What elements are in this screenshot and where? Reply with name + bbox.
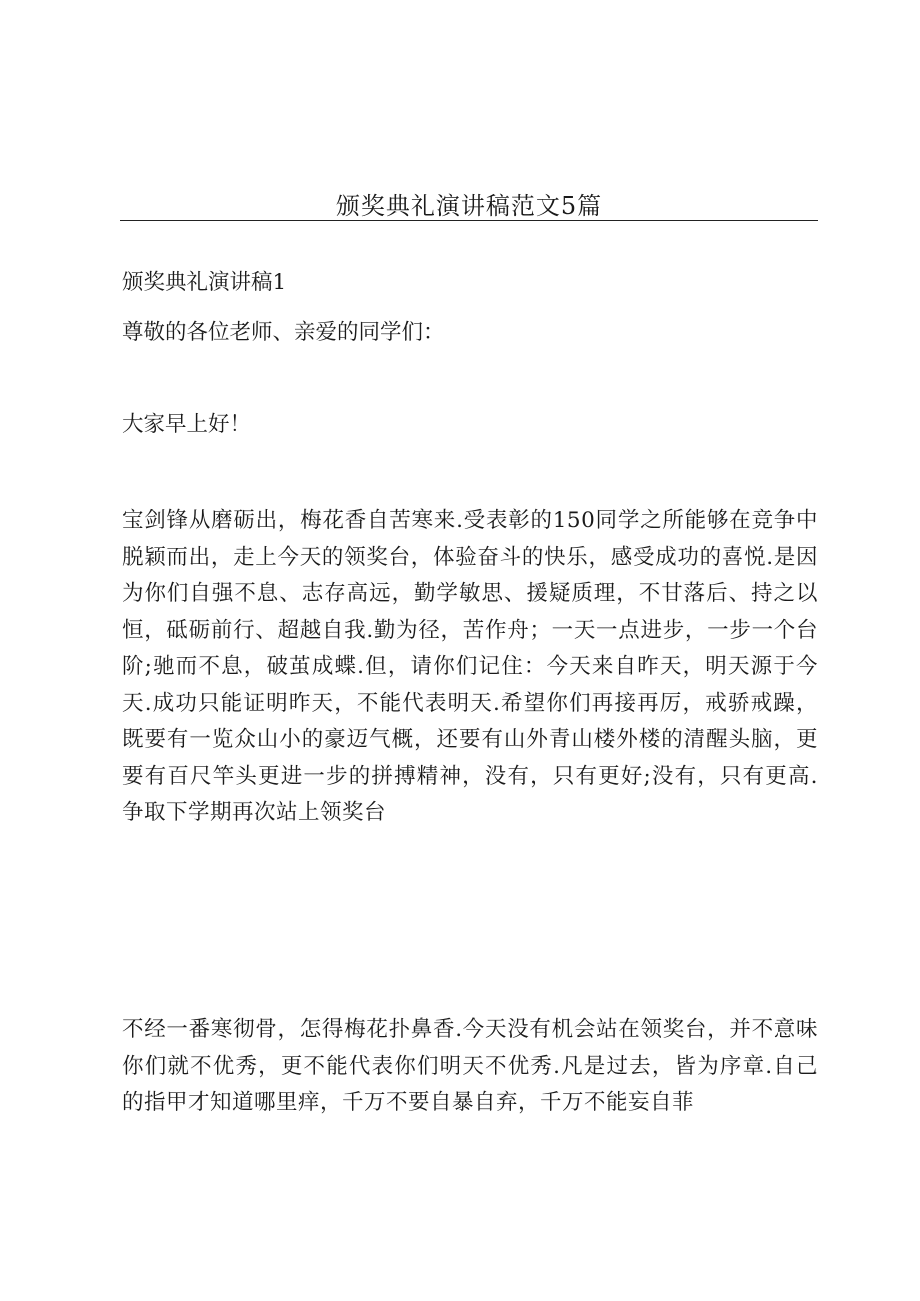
document-title: 颁奖典礼演讲稿范文5篇 <box>335 192 603 220</box>
body-paragraph-2: 不经一番寒彻骨，怎得梅花扑鼻香.今天没有机会站在领奖台，并不意味你们就不优秀，更不能代表你们明天不优秀.凡是过去，皆为序章.自己的指甲才知道哪里痒，千万不要自暴自弃，千万不能妄自菲 <box>122 1017 818 1115</box>
salutation: 尊敬的各位老师、亲爱的同学们： <box>122 320 445 345</box>
title-underline <box>120 220 818 221</box>
body-paragraph-1: 宝剑锋从磨砺出，梅花香自苦寒来.受表彰的150同学之所能够在竞争中脱颖而出，走上今天的领奖台，体验奋斗的快乐，感受成功的喜悦.是因为你们自强不息、志存高远，勤学敏思、援疑质理，不甘落后、持之以恒，砥砺前行、超越自我.勤为径，苦作舟；一天一点进步，一步一个台阶;驰而不息，破茧成蝶.但，请你们记住：今天来自昨天，明天源于今天.成功只能证明昨天，不能代表明天.希望你们再接再厉，戒骄戒躁，既要有一览众山小的豪迈气概，还要有山外青山楼外楼的清醒头脑，更要有百尺竿头更进一步的拼搏精神，没有，只有更好;没有，只有更高.争取下学期再次站上领奖台 <box>122 508 818 825</box>
greeting: 大家早上好！ <box>122 412 252 437</box>
section-heading: 颁奖典礼演讲稿1 <box>122 270 287 295</box>
